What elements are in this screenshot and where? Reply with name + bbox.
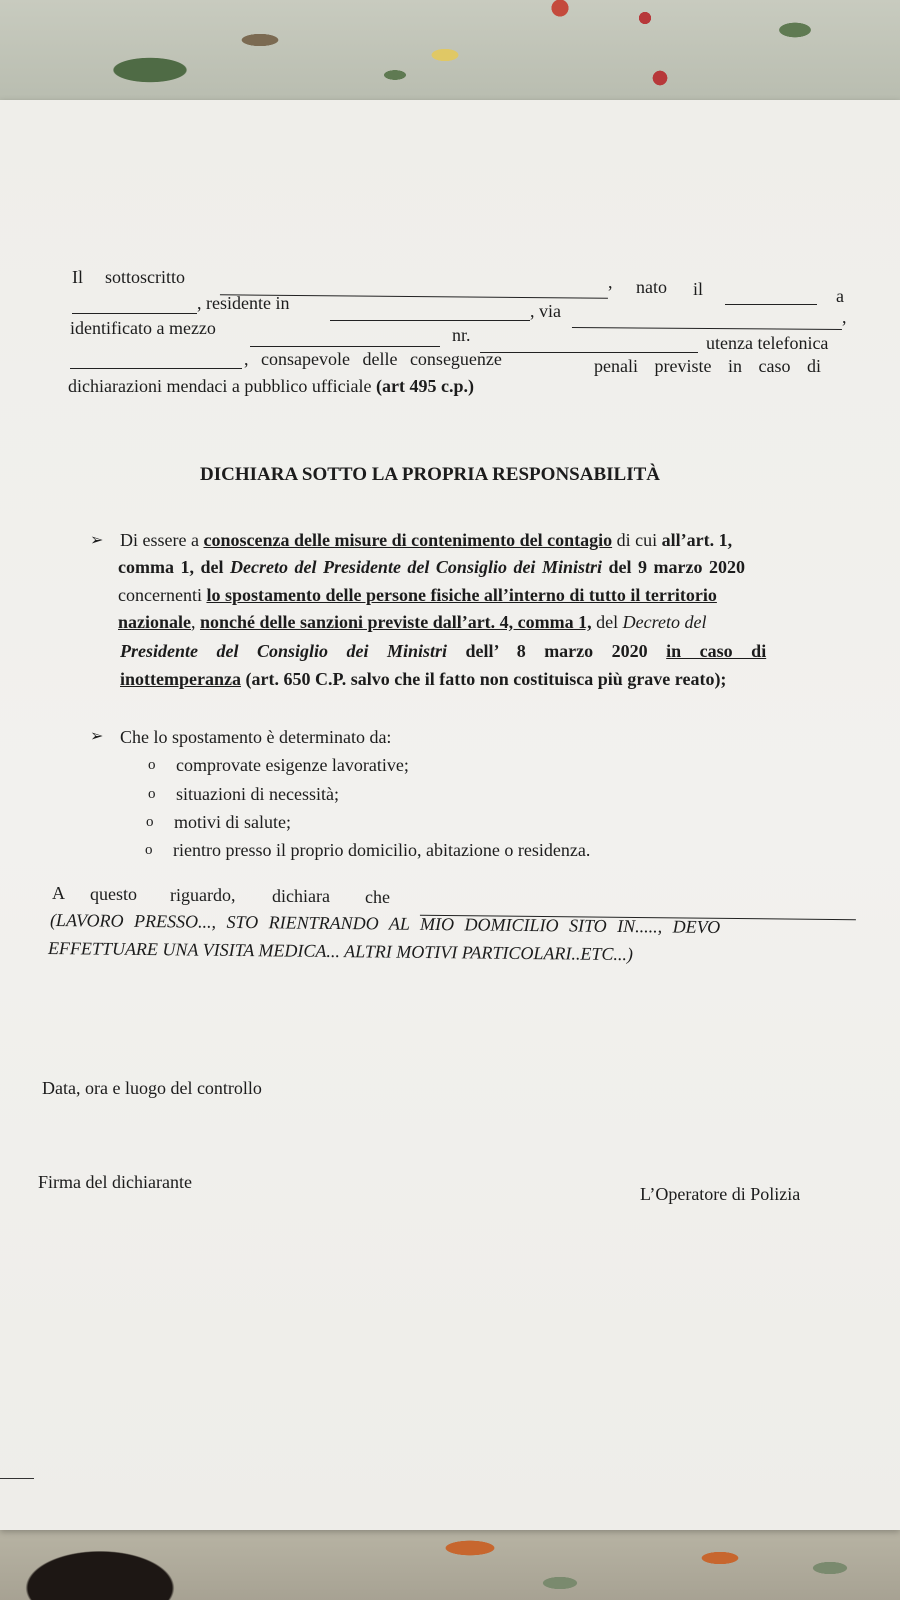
intro-word: a (836, 286, 844, 306)
intro-word: Il (72, 267, 83, 287)
phone-field[interactable] (70, 354, 242, 369)
text: dell’ 8 marzo 2020 (447, 641, 667, 661)
regard-word: che (365, 887, 390, 907)
bullet1-line4 (118, 612, 706, 633)
id-document-field[interactable] (250, 332, 440, 347)
regard-word: questo (90, 884, 137, 904)
regard-word: A (52, 883, 65, 903)
regard-example-line: EFFETTUARE UNA VISITA MEDICA... ALTRI MOTIVI PARTICOLARI..ETC...) (47, 938, 634, 965)
arrow-bullet-icon: ➢ (90, 728, 104, 745)
declaration-heading: DICHIARA SOTTO LA PROPRIA RESPONSABILITÀ (200, 464, 660, 485)
intro-word: sottoscritto (105, 267, 185, 287)
margin-mark (0, 1478, 34, 1479)
tablecloth-top (0, 0, 900, 100)
reason-item: situazioni di necessità; (176, 784, 339, 804)
intro-word: identificato a mezzo (70, 318, 216, 338)
birth-date-field[interactable] (725, 290, 817, 305)
signature-label: Firma del dichiarante (38, 1172, 192, 1192)
birth-place-field[interactable] (72, 299, 197, 314)
document-page (0, 100, 900, 1530)
text: lo spostamento delle persone fisiche all’interno di tutto il territorio (206, 585, 717, 605)
intro-word: utenza telefonica (706, 333, 829, 353)
circle-bullet-icon: o (146, 814, 154, 830)
bullet1-line2 (118, 557, 745, 578)
reason-item: rientro presso il proprio domicilio, abitazione o residenza. (173, 840, 591, 860)
text: comma 1, del (118, 557, 230, 577)
street-field[interactable] (572, 313, 842, 330)
intro-word: , (608, 272, 613, 292)
arrow-bullet-icon: ➢ (90, 532, 104, 549)
date-place-label: Data, ora e luogo del controllo (42, 1078, 262, 1098)
intro-word: , via (530, 301, 561, 321)
intro-word: il (693, 279, 704, 299)
id-number-field[interactable] (480, 338, 698, 353)
text: conoscenza delle misure di contenimento del contagio (203, 530, 613, 550)
circle-bullet-icon: o (148, 786, 156, 802)
text: Decreto del Presidente del Consiglio dei Ministri (229, 557, 602, 577)
intro-word: nr. (452, 325, 471, 345)
regard-word: riguardo, (170, 885, 236, 905)
text: concernenti (118, 585, 207, 605)
text: , (191, 612, 201, 632)
regard-example-line: (LAVORO PRESSO..., STO RIENTRANDO AL MIO DOMICILIO SITO IN....., DEVO (49, 910, 721, 938)
intro-law-ref: (art 495 c.p.) (376, 376, 475, 396)
text: Decreto del (622, 612, 707, 632)
intro-word: , (842, 307, 847, 327)
officer-label: L’Operatore di Polizia (640, 1184, 801, 1204)
text: di cui (612, 530, 662, 550)
text: nonché delle sanzioni previste dall’art. 4, comma 1, (200, 612, 592, 632)
bullet1-line6 (120, 669, 726, 690)
text: Di essere a (120, 530, 204, 550)
intro-word: penali previste in caso di (594, 356, 821, 376)
intro-word: nato (636, 277, 667, 297)
text: del (591, 612, 623, 632)
circle-bullet-icon: o (148, 757, 156, 773)
text: in caso di (666, 641, 767, 661)
circle-bullet-icon: o (145, 842, 153, 858)
intro-word (68, 376, 474, 397)
reason-item: motivi di salute; (174, 812, 291, 832)
text: (art. 650 C.P. salvo che il fatto non costituisca più grave reato); (240, 669, 727, 689)
bullet2-intro: Che lo spostamento è determinato da: (120, 727, 392, 747)
intro-word: , consapevole delle conseguenze (244, 349, 502, 369)
text: Presidente del Consiglio dei Ministri (120, 641, 448, 661)
bullet1-line1 (120, 530, 732, 551)
reason-item: comprovate esigenze lavorative; (176, 755, 409, 775)
intro-word: , residente in (197, 293, 290, 313)
text: all’art. 1, (661, 530, 733, 550)
tablecloth-bottom (0, 1528, 900, 1600)
intro-text: dichiarazioni mendaci a pubblico ufficiale (68, 376, 377, 396)
bullet1-line5 (120, 641, 766, 662)
text: del 9 marzo 2020 (601, 557, 745, 577)
text: nazionale (118, 612, 192, 632)
text: inottemperanza (120, 669, 241, 689)
bullet1-line3 (118, 585, 717, 606)
regard-word: dichiara (272, 886, 330, 906)
residence-field[interactable] (330, 306, 530, 321)
